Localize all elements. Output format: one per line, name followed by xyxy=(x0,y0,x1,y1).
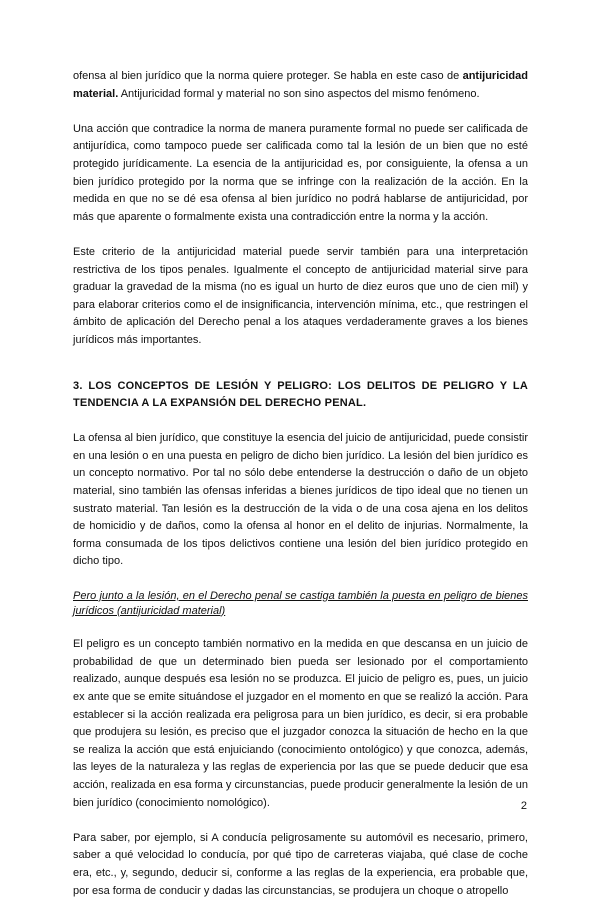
paragraph-5: El peligro es un concepto también normativo en la medida en que descansa en un juicio de probabilidad de que un determinado bien pueda ser lesionado por el comportamiento realizado, aunque después esa lesión no se produzca. El juicio de peligro es, pues, un juicio ex ante que se emite situándose el juzgador en el momento en que se realizó la acción. Para establecer si la acción realizada era peligrosa para un bien jurídico, es decir, si era probable que produjera su lesión, es preciso que el juzgador conozca la situación de hecho en la que se realiza la acción que está enjuiciando (conocimiento ontológico) y que conozca, además, las leyes de la naturaleza y las reglas de experiencia por las que se puede deducir que esa acción, realizada en esa forma y circunstancias, puede producir generalmente la lesión de un bien jurídico (conocimiento nomológico). xyxy=(73,638,528,809)
paragraph-2: Una acción que contradice la norma de manera puramente formal no puede ser calificada de antijurídica, como tampoco puede ser calificada como tal la lesión de un bien que no esté protegido jurídicamente. La esencia de la antijuricidad es, por consiguiente, la ofensa a un bien jurídico protegido por la norma que se infringe con la realización de la acción. En la medida en que no se dé esa ofensa al bien jurídico no podrá hablarse de antijuricidad, por más que aparente o formalmente exista una contradicción entre la norma y la acción. xyxy=(73,122,528,223)
page-content xyxy=(73,68,528,900)
paragraph-3: Este criterio de la antijuricidad material puede servir también para una interpretación restrictiva de los tipos penales. Igualmente el concepto de antijuricidad material sirve para graduar la gravedad de la misma (no es igual un hurto de diez euros que uno de cien mil) y para elaborar criterios como el de insignificancia, intervención mínima, etc., que restringen el ámbito de aplicación del Derecho penal a los ataques verdaderamente graves a los bienes jurídicos más importantes. xyxy=(73,245,528,346)
page-number: 2 xyxy=(520,800,527,812)
underlined-note: Pero junto a la lesión, en el Derecho penal se castiga también la puesta en peligro de bienes jurídicos (antijuricidad material) xyxy=(73,589,528,617)
paragraph-4: La ofensa al bien jurídico, que constituye la esencia del juicio de antijuricidad, puede consistir en una lesión o en una puesta en peligro de dicho bien jurídico. La lesión del bien jurídico es un concepto normativo. Por tal no sólo debe entenderse la destrucción o daño de un objeto material, sino también las ofensas inferidas a bienes jurídicos de tipo ideal que no tienen un sustrato material. Tan lesión es la destrucción de la vida o de una cosa ajena en los delitos de homicidio y de daños, como la ofensa al honor en el delito de injurias. Normalmente, la forma consumada de los tipos delictivos contiene una lesión del bien jurídico protegido en dicho tipo. xyxy=(73,432,528,568)
paragraph-6: Para saber, por ejemplo, si A conducía peligrosamente su automóvil es necesario, primero, saber a qué velocidad lo conducía, por qué tipo de carreteras viajaba, qué clase de coche era, etc., y, segundo, deducir si, conforme a las reglas de la experiencia, era probable que, por esa forma de conducir y dadas las circunstancias, se produjera un choque o atropello xyxy=(73,831,528,897)
paragraph-1 xyxy=(73,68,528,103)
paragraph-1-text-a: ofensa al bien jurídico que la norma quiere proteger. Se habla en este caso de xyxy=(73,70,463,82)
paragraph-1-text-c: Antijuricidad formal y material no son sino aspectos del mismo fenómeno. xyxy=(118,87,480,100)
section-heading: 3. LOS CONCEPTOS DE LESIÓN Y PELIGRO: LOS DELITOS DE PELIGRO Y LA TENDENCIA A LA EXPANSIÓN DEL DERECHO PENAL. xyxy=(73,379,528,410)
paragraph-1-bold: antijuricidad material. xyxy=(73,70,528,100)
